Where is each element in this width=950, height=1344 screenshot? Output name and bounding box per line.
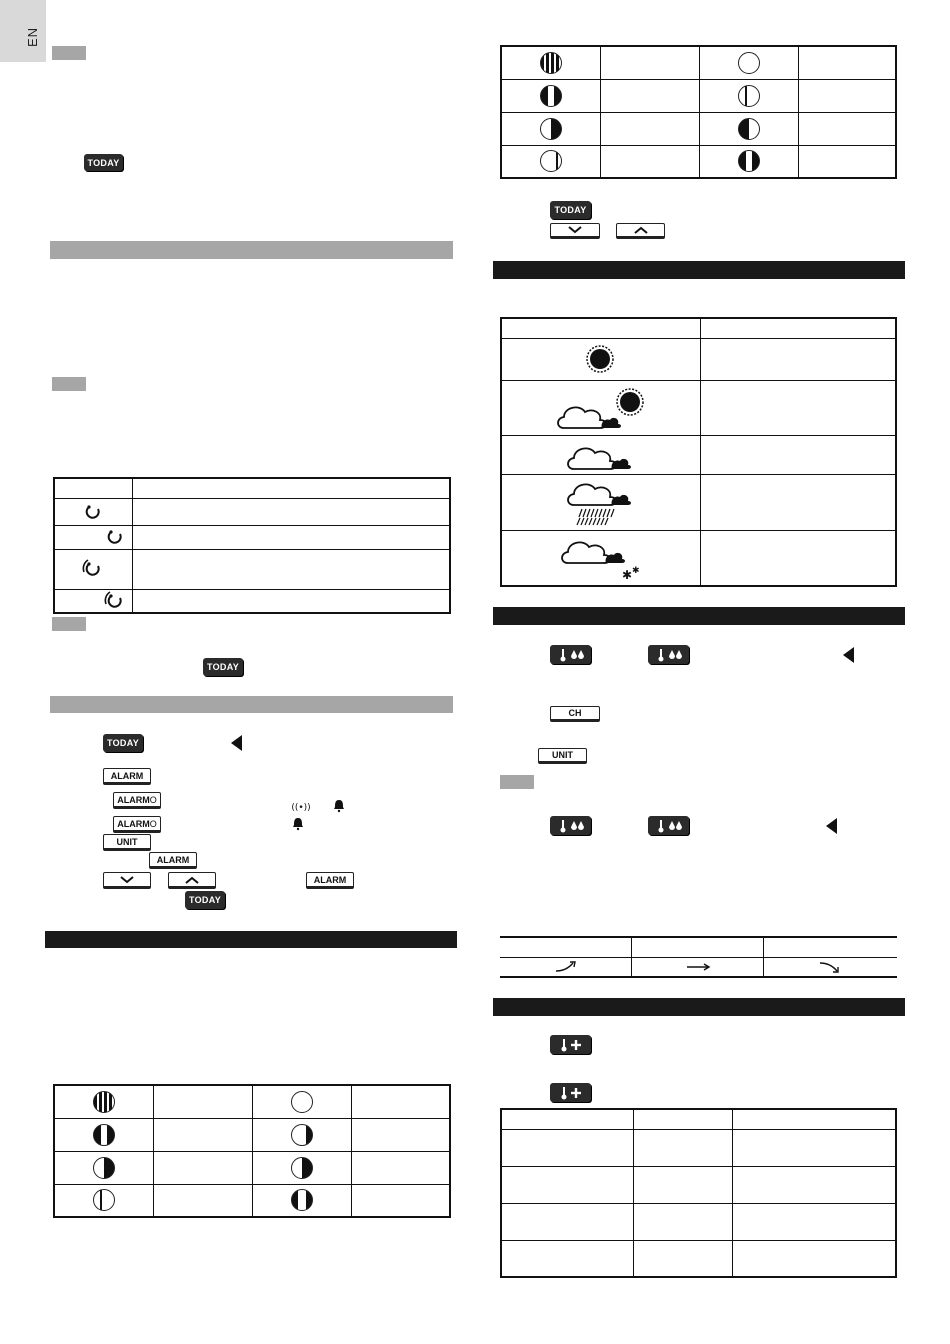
chevron-down-icon — [567, 226, 583, 234]
temp-humidity-button[interactable] — [550, 645, 591, 664]
section-header-bar — [493, 607, 905, 625]
steady-arrow-icon — [632, 958, 762, 976]
bell-icon — [292, 817, 304, 831]
svg-text:✱: ✱ — [622, 567, 633, 582]
thermometer-drop-icon — [550, 645, 591, 664]
chevron-up-icon — [633, 226, 649, 234]
thermometer-plus-icon — [550, 1083, 591, 1102]
alarm-wave-icon — [291, 800, 311, 812]
section-header-bar — [493, 998, 905, 1016]
waning-crescent-icon — [291, 1189, 313, 1211]
rising-arrow-icon — [500, 958, 630, 976]
temp-plus-button[interactable] — [550, 1083, 591, 1102]
note-marker — [52, 377, 86, 391]
trend-table — [500, 936, 897, 978]
down-button[interactable] — [550, 223, 600, 239]
unit-button[interactable]: UNIT — [538, 748, 587, 764]
new-moon-icon — [93, 1091, 115, 1113]
thermometer-drop-icon — [648, 816, 689, 835]
waning-crescent-icon — [738, 150, 760, 172]
today-button[interactable]: TODAY — [103, 734, 143, 752]
waxing-gibbous-icon — [93, 1189, 115, 1211]
last-quarter-icon — [738, 118, 760, 140]
channel-button[interactable]: CH — [550, 706, 600, 722]
waxing-crescent-icon — [93, 1124, 115, 1146]
section-header-bar — [50, 696, 453, 713]
chevron-up-icon — [184, 876, 200, 884]
moon-phase-table — [53, 1084, 451, 1218]
last-quarter-icon — [291, 1157, 313, 1179]
single-dot-arc-right-icon — [55, 526, 131, 548]
thermometer-drop-icon — [550, 816, 591, 835]
bell-icon — [333, 799, 345, 813]
sunny-icon — [502, 339, 698, 379]
double-arc-right-icon — [55, 590, 131, 612]
alarm-button[interactable]: ALARM — [103, 768, 151, 785]
left-triangle-icon — [826, 818, 837, 834]
left-triangle-icon — [231, 735, 242, 751]
waning-gibbous-icon — [291, 1124, 313, 1146]
today-button[interactable]: TODAY — [185, 891, 225, 909]
waxing-gibbous-icon — [540, 150, 562, 172]
language-label: EN — [25, 26, 40, 47]
note-marker — [500, 775, 534, 789]
section-header-bar — [45, 931, 457, 948]
thermometer-drop-icon — [648, 645, 689, 664]
temp-humidity-button[interactable] — [550, 816, 591, 835]
heat-index-table — [500, 1108, 897, 1278]
up-button[interactable] — [616, 223, 665, 239]
snowy-icon — [502, 531, 698, 585]
temp-humidity-button[interactable] — [648, 645, 689, 664]
alarm-status-table — [53, 477, 451, 614]
waning-gibbous-icon — [738, 85, 760, 107]
alarm-button[interactable]: ALARM — [306, 872, 354, 889]
today-button[interactable]: TODAY — [84, 154, 123, 171]
section-header-bar — [50, 241, 453, 259]
moon-phase-table — [500, 45, 897, 179]
temp-plus-button[interactable] — [550, 1035, 591, 1054]
waxing-crescent-icon — [540, 85, 562, 107]
single-dot-arc-icon — [55, 500, 131, 524]
full-moon-icon — [738, 52, 760, 74]
down-button[interactable] — [103, 872, 151, 889]
falling-arrow-icon — [764, 958, 894, 976]
note-marker — [52, 617, 86, 631]
first-quarter-icon — [93, 1157, 115, 1179]
left-triangle-icon — [843, 647, 854, 663]
alarm-on-off-button[interactable]: ALARM O — [113, 792, 161, 809]
note-marker — [52, 46, 86, 60]
weather-forecast-table — [500, 317, 897, 587]
up-button[interactable] — [168, 872, 216, 889]
partly-cloudy-icon — [502, 382, 698, 434]
svg-text:✱: ✱ — [632, 565, 640, 576]
unit-button[interactable]: UNIT — [103, 834, 151, 851]
chevron-down-icon — [119, 876, 135, 884]
svg-text:((•)): ((•)) — [291, 803, 311, 812]
thermometer-plus-icon — [550, 1035, 591, 1054]
today-button[interactable]: TODAY — [203, 658, 243, 676]
first-quarter-icon — [540, 118, 562, 140]
language-tab — [0, 0, 46, 62]
temp-humidity-button[interactable] — [648, 816, 689, 835]
double-arc-icon — [55, 551, 131, 587]
new-moon-icon — [540, 52, 562, 74]
rainy-icon — [502, 475, 698, 529]
section-header-bar — [493, 261, 905, 279]
alarm-button[interactable]: ALARM — [149, 852, 197, 869]
today-button[interactable]: TODAY — [550, 201, 591, 219]
alarm-on-off-button[interactable]: ALARM O — [113, 816, 161, 833]
cloudy-icon — [502, 437, 698, 473]
full-moon-icon — [291, 1091, 313, 1113]
